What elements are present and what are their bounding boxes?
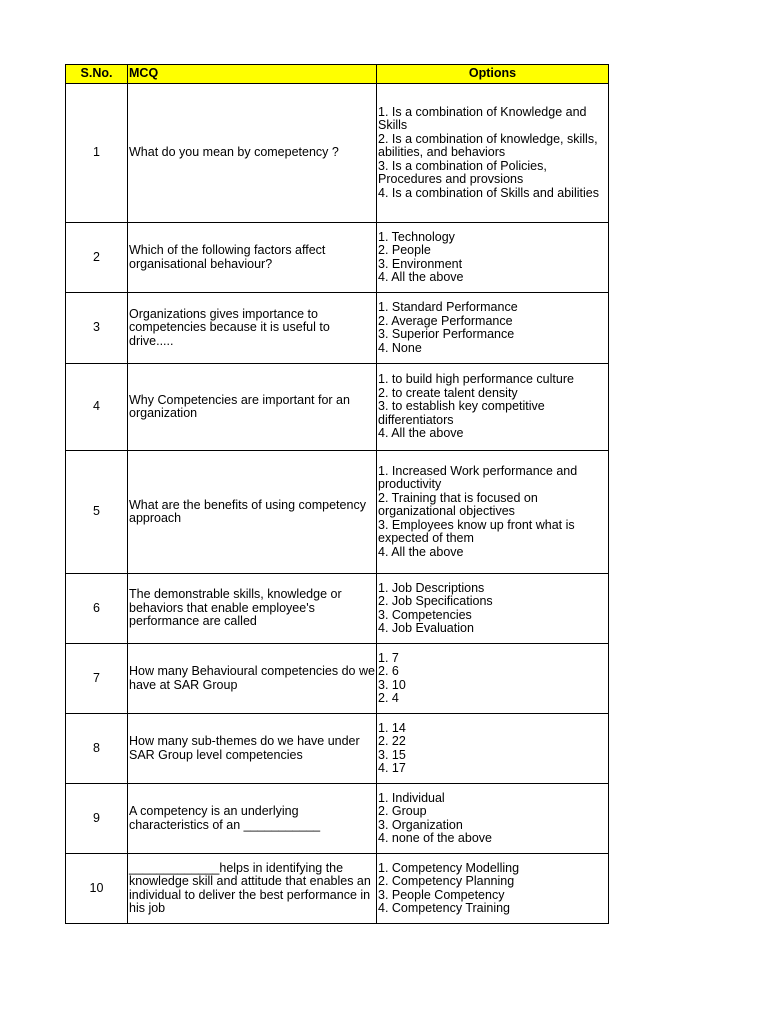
table-row bbox=[66, 784, 609, 854]
table-row bbox=[66, 644, 609, 714]
options-cell bbox=[377, 644, 609, 714]
option-item: 3. Employees know up front what is expected of them bbox=[378, 517, 575, 546]
table-row bbox=[66, 293, 609, 364]
options-cell bbox=[377, 784, 609, 854]
option-item: 4. All the above bbox=[378, 270, 464, 284]
question-number: 9 bbox=[66, 784, 128, 854]
option-item: 4. None bbox=[378, 340, 422, 355]
option-item: 1. 14 bbox=[378, 720, 406, 735]
question-number: 10 bbox=[66, 854, 128, 924]
option-item: 2. 6 bbox=[378, 664, 399, 678]
options-cell bbox=[377, 293, 609, 364]
option-item: 2. Competency Planning bbox=[378, 874, 515, 888]
option-item: 2. 22 bbox=[378, 734, 406, 748]
option-item: 1. Is a combination of Knowledge and Skills bbox=[378, 104, 587, 133]
option-item: 4. All the above bbox=[378, 544, 464, 559]
options-cell bbox=[377, 854, 609, 924]
question-number: 4 bbox=[66, 364, 128, 451]
options-cell bbox=[377, 451, 609, 574]
option-item: 3. to establish key competitive differentiators bbox=[378, 399, 545, 427]
question-number: 3 bbox=[66, 293, 128, 364]
header-row bbox=[66, 65, 609, 84]
option-item: 1. Competency Modelling bbox=[378, 860, 520, 875]
option-item: 1. Job Descriptions bbox=[378, 580, 485, 595]
option-item: 3. Organization bbox=[378, 817, 463, 832]
option-item: 4. Job Evaluation bbox=[378, 621, 474, 635]
option-item: 3. Superior Performance bbox=[378, 327, 515, 341]
question-text: How many Behavioural competencies do we have at SAR Group bbox=[128, 644, 377, 714]
options-cell bbox=[377, 223, 609, 293]
option-item: 4. Competency Training bbox=[378, 901, 511, 915]
option-item: 4. All the above bbox=[378, 426, 464, 441]
option-item: 4. Is a combination of Skills and abilities bbox=[378, 185, 599, 200]
question-text: A competency is an underlying characteristics of an ___________ bbox=[128, 784, 377, 854]
option-item: 4. none of the above bbox=[378, 831, 492, 845]
question-number: 5 bbox=[66, 451, 128, 574]
option-item: 2. 4 bbox=[378, 691, 399, 705]
option-item: 3. 10 bbox=[378, 677, 406, 692]
table-row bbox=[66, 854, 609, 924]
option-item: 1. Technology bbox=[378, 229, 455, 244]
option-item: 3. Is a combination of Policies, Procedures and provsions bbox=[378, 158, 547, 187]
option-item: 3. People Competency bbox=[378, 887, 505, 902]
table-row bbox=[66, 364, 609, 451]
table-row bbox=[66, 714, 609, 784]
option-item: 2. Is a combination of knowledge, skills, abilities, and behaviors bbox=[378, 131, 598, 160]
option-item: 1. to build high performance culture bbox=[378, 372, 574, 387]
question-number: 2 bbox=[66, 223, 128, 293]
question-number: 1 bbox=[66, 84, 128, 223]
option-item: 4. 17 bbox=[378, 761, 406, 775]
options-cell bbox=[377, 364, 609, 451]
header-sno: S.No. bbox=[66, 65, 128, 84]
table-row bbox=[66, 84, 609, 223]
option-item: 1. Increased Work performance and productivity bbox=[378, 463, 578, 492]
option-item: 2. Training that is focused on organizational objectives bbox=[378, 490, 538, 519]
option-item: 3. 15 bbox=[378, 747, 406, 762]
table-row bbox=[66, 574, 609, 644]
question-number: 8 bbox=[66, 714, 128, 784]
options-cell bbox=[377, 574, 609, 644]
question-number: 6 bbox=[66, 574, 128, 644]
question-text: _____________helps in identifying the knowledge skill and attitude that enables an individual to deliver the best performance in his job bbox=[128, 854, 377, 924]
header-options: Options bbox=[377, 65, 609, 84]
option-item: 2. People bbox=[378, 243, 431, 257]
question-text: What do you mean by comepetency ? bbox=[128, 84, 377, 223]
option-item: 3. Competencies bbox=[378, 607, 472, 622]
question-text: What are the benefits of using competency approach bbox=[128, 451, 377, 574]
option-item: 2. Group bbox=[378, 804, 427, 818]
question-text: Why Competencies are important for an organization bbox=[128, 364, 377, 451]
table-row bbox=[66, 451, 609, 574]
option-item: 2. to create talent density bbox=[378, 385, 518, 400]
option-item: 3. Environment bbox=[378, 256, 463, 271]
question-text: How many sub-themes do we have under SAR Group level competencies bbox=[128, 714, 377, 784]
question-text: The demonstrable skills, knowledge or behaviors that enable employee's performance are called bbox=[128, 574, 377, 644]
question-text: Organizations gives importance to competencies because it is useful to drive..... bbox=[128, 293, 377, 364]
question-number: 7 bbox=[66, 644, 128, 714]
option-item: 1. Individual bbox=[378, 790, 445, 805]
options-cell bbox=[377, 714, 609, 784]
mcq-table bbox=[65, 64, 609, 924]
header-mcq: MCQ bbox=[128, 65, 377, 84]
option-item: 2. Job Specifications bbox=[378, 594, 493, 608]
question-text: Which of the following factors affect organisational behaviour? bbox=[128, 223, 377, 293]
option-item: 1. 7 bbox=[378, 650, 399, 665]
options-cell bbox=[377, 84, 609, 223]
option-item: 1. Standard Performance bbox=[378, 300, 518, 314]
option-item: 2. Average Performance bbox=[378, 313, 513, 328]
table-row bbox=[66, 223, 609, 293]
